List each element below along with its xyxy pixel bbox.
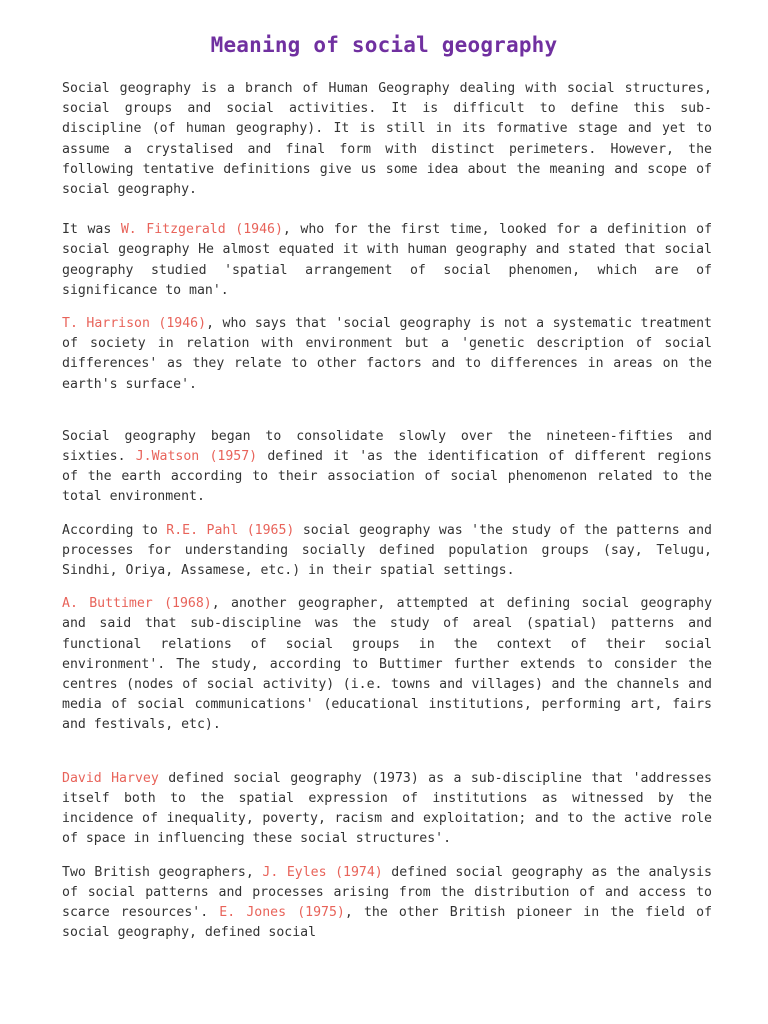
- paragraph-watson: [62, 427, 712, 508]
- paragraph-text: Social geography is a branch of Human Geography dealing with social structures, social groups and social activities. It is difficult to define this sub-discipline (of human geography). It is still in its formative stage and yet to assume a crystalised and final form with distinct perimeters. However, the following tentative definitions give us some idea about the meaning and scope of social geography.: [62, 81, 712, 198]
- paragraph-text: social geography was 'the study of the patterns and processes for understanding socially defined population groups (say, Telugu, Sindhi, Oriya, Assamese, etc.) in their spatial settings.: [62, 522, 712, 579]
- paragraph-eyles-jones: [62, 863, 712, 944]
- citation-pahl: R.E. Pahl (1965): [166, 522, 295, 538]
- paragraph-text: Social geography began to consolidate slowly over the nineteen-fifties and sixties.: [62, 428, 712, 465]
- citation-harrison: T. Harrison (1946): [62, 316, 207, 332]
- citation-harvey: David Harvey: [62, 770, 159, 786]
- paragraph-pahl: [62, 521, 712, 582]
- paragraph-fitzgerald: [62, 220, 712, 301]
- paragraph-text: According to: [62, 522, 167, 538]
- page-title: Meaning of social geography: [210, 33, 558, 57]
- citation-jones: E. Jones (1975): [219, 904, 345, 920]
- paragraph-text: , another geographer, attempted at defining social geography and said that sub-discipline was the study of areal (spatial) patterns and functional relations of social groups in the context of their social environment'. The study, according to Buttimer further extends to consider the centres (nodes of social activity) (i.e. towns and villages) and the channels and media of social communications' (educational institutions, performing art, fairs and festivals, etc).: [62, 596, 713, 733]
- citation-fitzgerald: W. Fitzgerald (1946): [120, 222, 283, 238]
- paragraph-text: defined it 'as the identification of different regions of the earth according to their association of social phenomenon related to the total environment.: [62, 449, 712, 505]
- citation-watson: J.Watson (1957): [135, 449, 258, 465]
- paragraph-text: Two British geographers,: [62, 864, 263, 880]
- paragraph-text: , who for the first time, looked for a definition of social geography He almost equated it with human geography and stated that social geography studied 'spatial arrangement of social phenomen, which are of significance to man'.: [62, 222, 713, 298]
- paragraph-text: defined social geography (1973) as a sub-discipline that 'addresses itself both to the spatial expression of institutions as witnessed by the incidence of inequality, poverty, racism and exploitation; and to the active role of space in influencing these social structures'.: [62, 770, 712, 847]
- paragraph-text: , the other British pioneer in the field of social geography, defined social: [62, 904, 713, 941]
- citation-buttimer: A. Buttimer (1968): [62, 596, 212, 612]
- citation-eyles: J. Eyles (1974): [262, 864, 383, 880]
- paragraph-text: defined social geography as the analysis of social patterns and processes arising from the distribution of and access to scarce resources'.: [62, 864, 712, 920]
- paragraph-text: , who says that 'social geography is not a systematic treatment of society in relation with environment but a 'genetic description of social differences' as they relate to other factors and to differences in areas on the earth's surface'.: [62, 316, 712, 392]
- paragraph-buttimer: [62, 594, 712, 735]
- paragraph-harrison: [62, 314, 712, 395]
- document-body: [62, 79, 712, 943]
- paragraph-harvey: [62, 769, 712, 850]
- paragraph-text: It was: [62, 222, 121, 238]
- paragraph-intro: [62, 79, 712, 200]
